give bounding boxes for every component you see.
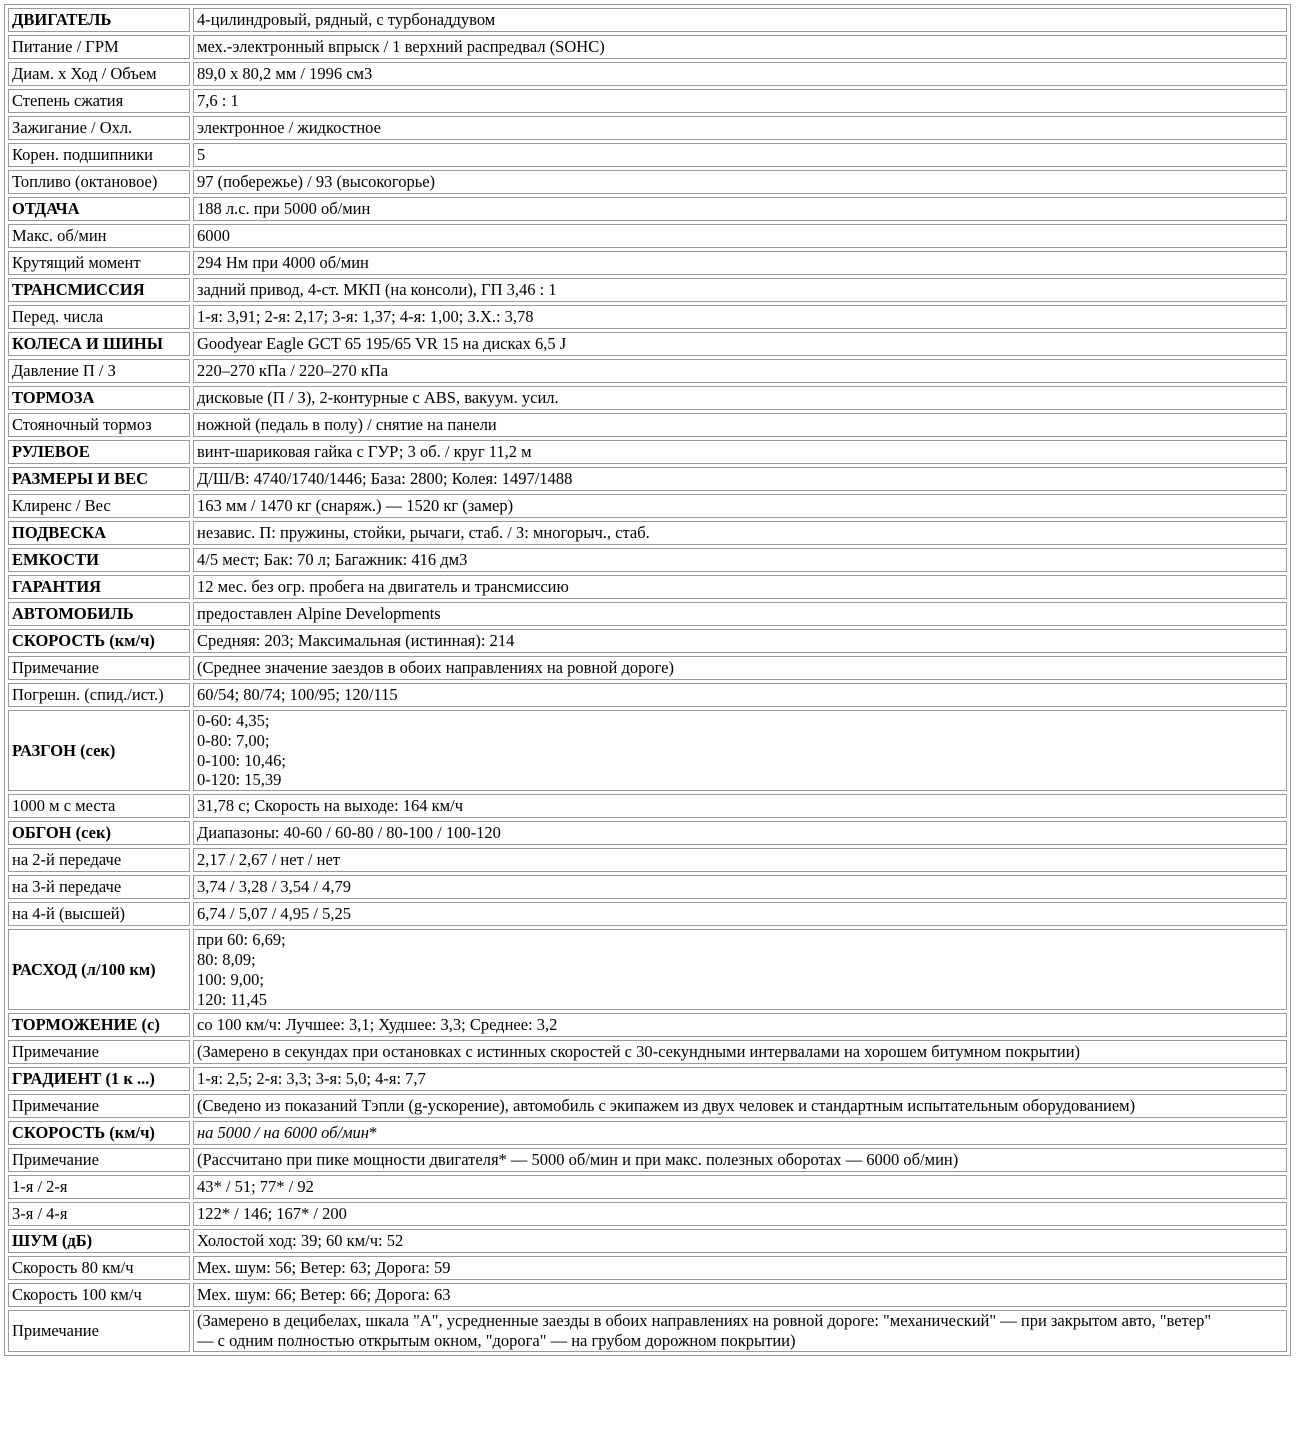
- value-text: 1-я: 2,5; 2-я: 3,3; 3-я: 5,0; 4-я: 7,7: [197, 1069, 426, 1089]
- row-value: [193, 1256, 1287, 1280]
- section-heading: ТРАНСМИССИЯ: [8, 278, 190, 302]
- row-value: [193, 821, 1287, 845]
- table-row: [8, 1148, 1287, 1172]
- table-row: [8, 143, 1287, 167]
- value-text: винт-шариковая гайка с ГУР; 3 об. / круг 11,2 м: [197, 442, 532, 461]
- row-value: [193, 8, 1287, 32]
- section-heading: ОБГОН (сек): [8, 821, 190, 845]
- row-value: [193, 1202, 1287, 1226]
- row-label: Погрешн. (спид./ист.): [8, 683, 190, 707]
- row-label: Примечание: [8, 1094, 190, 1118]
- value-text: 97 (побережье) / 93 (высокогорье): [197, 172, 436, 191]
- row-label: Перед. числа: [8, 305, 190, 329]
- row-label: Корен. подшипники: [8, 143, 190, 167]
- row-label: Крутящий момент: [8, 251, 190, 275]
- table-row: [8, 683, 1287, 707]
- row-label: Примечание: [8, 656, 190, 680]
- row-value: [193, 710, 1287, 791]
- value-text: Холостой ход: 39; 60 км/ч: 52: [197, 1231, 404, 1251]
- row-value: [193, 467, 1287, 491]
- value-text: 1-я: 3,91; 2-я: 2,17; 3-я: 1,37; 4-я: 1,00; З.Х.: 3,78: [197, 307, 534, 326]
- table-row: [8, 359, 1287, 383]
- row-value: [193, 143, 1287, 167]
- row-label: Скорость 80 км/ч: [8, 1256, 190, 1280]
- row-value: [193, 332, 1287, 356]
- section-heading: АВТОМОБИЛЬ: [8, 602, 190, 626]
- section-heading: ГАРАНТИЯ: [8, 575, 190, 599]
- row-label: Стояночный тормоз: [8, 413, 190, 437]
- value-text: мех.-электронный впрыск / 1 верхний распредвал (SOHC): [197, 37, 605, 56]
- value-text: Средняя: 203; Максимальная (истинная): 214: [197, 631, 515, 650]
- value-text: 220–270 кПа / 220–270 кПа: [197, 361, 389, 380]
- section-heading: ТОРМОЗА: [8, 386, 190, 410]
- table-row: [8, 440, 1287, 464]
- row-label: Давление П / З: [8, 359, 190, 383]
- table-row: [8, 305, 1287, 329]
- value-text: Диапазоны: 40-60 / 60-80 / 80-100 / 100-120: [197, 823, 501, 843]
- value-text: задний привод, 4-ст. МКП (на консоли), ГП 3,46 : 1: [197, 280, 557, 299]
- section-heading: ПОДВЕСКА: [8, 521, 190, 545]
- section-heading: ЕМКОСТИ: [8, 548, 190, 572]
- row-value: [193, 1148, 1287, 1172]
- table-row: [8, 848, 1287, 872]
- row-label: 1-я / 2-я: [8, 1175, 190, 1199]
- table-row: [8, 35, 1287, 59]
- row-label: Макс. об/мин: [8, 224, 190, 248]
- value-text: 5: [197, 145, 206, 164]
- row-label: Степень сжатия: [8, 89, 190, 113]
- value-text: независ. П: пружины, стойки, рычаги, стаб. / З: многорыч., стаб.: [197, 523, 650, 542]
- value-text: на 5000 / на 6000 об/мин: [197, 1123, 369, 1143]
- table-row: [8, 251, 1287, 275]
- table-row: [8, 575, 1287, 599]
- table-row: [8, 1202, 1287, 1226]
- table-row: [8, 794, 1287, 818]
- value-text: электронное / жидкостное: [197, 118, 381, 137]
- value-text: 6000: [197, 226, 230, 245]
- value-line: при 60: 6,69;: [197, 930, 286, 950]
- value-text: 4/5 мест; Бак: 70 л; Багажник: 416 дм3: [197, 550, 468, 569]
- table-row: [8, 521, 1287, 545]
- table-row: [8, 62, 1287, 86]
- table-row: [8, 386, 1287, 410]
- row-value: [193, 1229, 1287, 1253]
- row-value: [193, 494, 1287, 518]
- value-text: со 100 км/ч: Лучшее: 3,1; Худшее: 3,3; Среднее: 3,2: [197, 1015, 558, 1035]
- row-value: [193, 656, 1287, 680]
- table-row: [8, 467, 1287, 491]
- value-text: Мех. шум: 56; Ветер: 63; Дорога: 59: [197, 1258, 451, 1278]
- table-row: [8, 197, 1287, 221]
- value-text: 7,6 : 1: [197, 91, 239, 110]
- table-row: [8, 8, 1287, 32]
- value-line: (Замерено в децибелах, шкала "А", усредненные заезды в обоих направлениях на ровной дороге: "механический" — при закрытом авто, "ветер": [197, 1311, 1212, 1331]
- table-row: [8, 821, 1287, 845]
- table-row: [8, 1013, 1287, 1037]
- row-value: [193, 440, 1287, 464]
- table-row: [8, 902, 1287, 926]
- row-label: Примечание: [8, 1310, 190, 1352]
- row-value: [193, 683, 1287, 707]
- value-text: 163 мм / 1470 кг (снаряж.) — 1520 кг (замер): [197, 496, 514, 515]
- table-row: [8, 1121, 1287, 1145]
- value-line: 120: 11,45: [197, 989, 267, 1009]
- row-value: [193, 1121, 1287, 1145]
- row-value: [193, 170, 1287, 194]
- table-row: [8, 89, 1287, 113]
- section-heading: ГРАДИЕНТ (1 к ...): [8, 1067, 190, 1091]
- row-label: Диам. х Ход / Объем: [8, 62, 190, 86]
- section-heading: РАЗГОН (сек): [8, 710, 190, 791]
- value-line: 80: 8,09;: [197, 949, 256, 969]
- row-value: [193, 1040, 1287, 1064]
- table-row: [8, 332, 1287, 356]
- row-value: [193, 359, 1287, 383]
- row-label: на 2-й передаче: [8, 848, 190, 872]
- table-row: [8, 548, 1287, 572]
- table-row: [8, 1094, 1287, 1118]
- row-value: [193, 629, 1287, 653]
- section-heading: РАСХОД (л/100 км): [8, 929, 190, 1010]
- row-value: [193, 929, 1287, 1010]
- table-row: [8, 1310, 1287, 1352]
- row-value: [193, 251, 1287, 275]
- row-value: [193, 305, 1287, 329]
- value-text: 294 Нм при 4000 об/мин: [197, 253, 369, 272]
- row-value: [193, 521, 1287, 545]
- row-value: [193, 1175, 1287, 1199]
- value-text: ножной (педаль в полу) / снятие на панели: [197, 415, 497, 434]
- section-heading: ШУМ (дБ): [8, 1229, 190, 1253]
- value-text: 4-цилиндровый, рядный, с турбонаддувом: [197, 10, 496, 29]
- row-label: 1000 м с места: [8, 794, 190, 818]
- table-row: [8, 1040, 1287, 1064]
- value-text: Мех. шум: 66; Ветер: 66; Дорога: 63: [197, 1285, 451, 1305]
- row-label: Клиренс / Вес: [8, 494, 190, 518]
- value-text: 122* / 146; 167* / 200: [197, 1204, 347, 1224]
- row-value: [193, 548, 1287, 572]
- table-row: [8, 602, 1287, 626]
- spec-table-body: [8, 8, 1287, 1352]
- value-line: 0-60: 4,35;: [197, 711, 270, 730]
- row-value: [193, 413, 1287, 437]
- section-heading: РУЛЕВОЕ: [8, 440, 190, 464]
- value-line: — с одним полностью открытым окном, "дорога" — на грубом дорожном покрытии): [197, 1331, 796, 1351]
- value-text: 31,78 с; Скорость на выходе: 164 км/ч: [197, 796, 464, 816]
- value-text: Goodyear Eagle GCT 65 195/65 VR 15 на дисках 6,5 J: [197, 334, 567, 353]
- value-text: 89,0 х 80,2 мм / 1996 см3: [197, 64, 373, 83]
- value-line: 0-80: 7,00;: [197, 730, 270, 750]
- row-value: [193, 1283, 1287, 1307]
- table-row: [8, 170, 1287, 194]
- value-line: 100: 9,00;: [197, 969, 264, 989]
- row-value: [193, 602, 1287, 626]
- table-row: [8, 875, 1287, 899]
- row-label: Примечание: [8, 1148, 190, 1172]
- table-row: [8, 1256, 1287, 1280]
- row-value: [193, 197, 1287, 221]
- row-value: [193, 62, 1287, 86]
- table-row: [8, 1229, 1287, 1253]
- value-line: 0-120: 15,39: [197, 770, 282, 790]
- row-value: [193, 1067, 1287, 1091]
- table-row: [8, 1283, 1287, 1307]
- row-value: [193, 794, 1287, 818]
- row-value: [193, 89, 1287, 113]
- section-heading: КОЛЕСА И ШИНЫ: [8, 332, 190, 356]
- value-suffix: *: [368, 1123, 378, 1143]
- value-text: 43* / 51; 77* / 92: [197, 1177, 314, 1197]
- value-text: 12 мес. без огр. пробега на двигатель и трансмиссию: [197, 577, 569, 596]
- row-label: Зажигание / Охл.: [8, 116, 190, 140]
- value-text: 2,17 / 2,67 / нет / нет: [197, 850, 340, 870]
- value-text: Д/Ш/В: 4740/1740/1446; База: 2800; Колея: 1497/1488: [197, 469, 573, 488]
- row-value: [193, 386, 1287, 410]
- row-value: [193, 1310, 1287, 1352]
- row-label: Скорость 100 км/ч: [8, 1283, 190, 1307]
- table-row: [8, 413, 1287, 437]
- value-text: 60/54; 80/74; 100/95; 120/115: [197, 685, 398, 704]
- value-text: (Среднее значение заездов в обоих направлениях на ровной дороге): [197, 658, 674, 677]
- row-label: Примечание: [8, 1040, 190, 1064]
- section-heading: ОТДАЧА: [8, 197, 190, 221]
- row-label: на 3-й передаче: [8, 875, 190, 899]
- section-heading: СКОРОСТЬ (км/ч): [8, 1121, 190, 1145]
- row-value: [193, 902, 1287, 926]
- table-row: [8, 929, 1287, 1010]
- row-value: [193, 575, 1287, 599]
- value-text: 6,74 / 5,07 / 4,95 / 5,25: [197, 904, 352, 924]
- row-value: [193, 1094, 1287, 1118]
- row-label: Топливо (октановое): [8, 170, 190, 194]
- table-row: [8, 278, 1287, 302]
- section-heading: СКОРОСТЬ (км/ч): [8, 629, 190, 653]
- section-heading: ДВИГАТЕЛЬ: [8, 8, 190, 32]
- value-text: (Сведено из показаний Тэпли (g-ускорение), автомобиль с экипажем из двух человек и стандартным испытательным оборудованием): [197, 1096, 1136, 1116]
- row-value: [193, 224, 1287, 248]
- value-line: 0-100: 10,46;: [197, 750, 286, 770]
- value-text: (Рассчитано при пике мощности двигателя* — 5000 об/мин и при макс. полезных оборотах — 6000 об/мин): [197, 1150, 959, 1170]
- row-label: на 4-й (высшей): [8, 902, 190, 926]
- table-row: [8, 656, 1287, 680]
- row-value: [193, 35, 1287, 59]
- table-row: [8, 710, 1287, 791]
- table-row: [8, 224, 1287, 248]
- table-row: [8, 494, 1287, 518]
- table-row: [8, 116, 1287, 140]
- section-heading: ТОРМОЖЕНИЕ (с): [8, 1013, 190, 1037]
- spec-table: [4, 4, 1291, 1356]
- row-value: [193, 116, 1287, 140]
- row-label: Питание / ГРМ: [8, 35, 190, 59]
- row-value: [193, 278, 1287, 302]
- table-row: [8, 1175, 1287, 1199]
- row-value: [193, 848, 1287, 872]
- row-label: 3-я / 4-я: [8, 1202, 190, 1226]
- table-row: [8, 629, 1287, 653]
- value-text: (Замерено в секундах при остановках с истинных скоростей с 30-секундными интервалами на хорошем битумном покрытии): [197, 1042, 1081, 1062]
- table-row: [8, 1067, 1287, 1091]
- row-value: [193, 1013, 1287, 1037]
- row-value: [193, 875, 1287, 899]
- value-text: дисковые (П / З), 2-контурные с ABS, вакуум. усил.: [197, 388, 559, 407]
- section-heading: РАЗМЕРЫ И ВЕС: [8, 467, 190, 491]
- value-text: 188 л.с. при 5000 об/мин: [197, 199, 371, 218]
- value-text: предоставлен Alpine Developments: [197, 604, 441, 623]
- value-text: 3,74 / 3,28 / 3,54 / 4,79: [197, 877, 352, 897]
